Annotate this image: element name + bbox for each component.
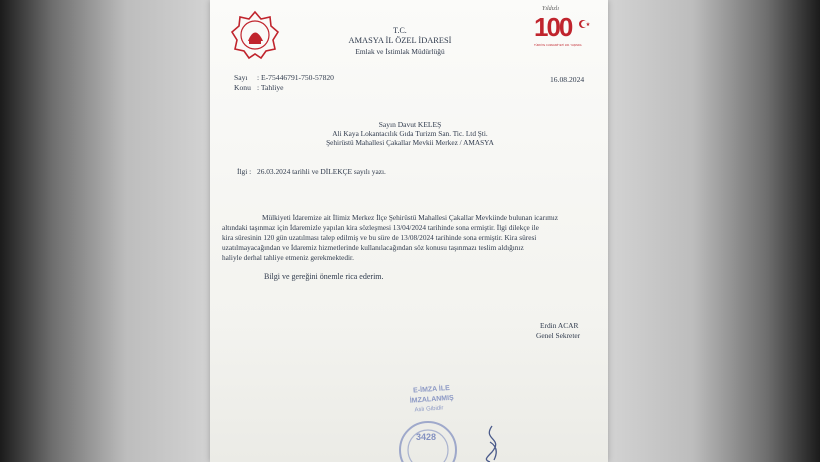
body-line-5: haliyle derhal tahliye etmeniz gerekmektedir. — [222, 253, 354, 262]
sayi-value: : E-75446791-750-57820 — [257, 73, 334, 82]
header-tc: T.C. — [393, 26, 407, 35]
anniversary-caption: TÜRKİYE CUMHURİYETİ 100. YAŞINDA — [534, 44, 582, 47]
background-blur-left — [0, 0, 210, 462]
body-line-2: altındaki taşınmaz için İdaremizle yapılan kira sözleşmesi 13/04/2024 tarihinde sona ermiştir. İlgi dilekçe ile — [222, 223, 539, 232]
recipient-name: Sayın Davut KELEŞ — [378, 120, 442, 129]
konu-label: Konu — [234, 83, 251, 92]
document-date: 16.08.2024 — [550, 75, 585, 84]
stamp-line-1: E-İMZA İLE — [412, 384, 451, 395]
crescent-star-icon — [578, 18, 590, 30]
ilgi-label: İlgi : — [237, 167, 252, 176]
anniversary-number: 100 — [534, 12, 572, 42]
sayi-label: Sayı — [234, 73, 248, 82]
stamp-line-3: Aslı Gibidir — [414, 405, 444, 414]
body-line-3: kira süresinin 120 gün uzatılması talep edilmiş ve bu süre de 13/08/2024 tarihinde sona ermiştir. Kira süresi — [222, 233, 537, 242]
institution-name: AMASYA İL ÖZEL İDARESİ — [348, 36, 452, 45]
recipient-address: Şehirüstü Mahallesi Çakallar Mevkii Merkez / AMASYA — [326, 138, 494, 147]
signatory-title: Genel Sekreter — [536, 331, 581, 340]
department-name: Emlak ve İstimlak Müdürlüğü — [355, 47, 445, 56]
body-line-4: uzatılmayacağından ve İdaremiz hizmetlerinde kullanılacağından söz konusu taşınmazı teslim aldığınız — [222, 243, 524, 252]
anniversary-note: Yıldızlı — [542, 6, 560, 12]
stamp-line-2: İMZALANMIŞ — [409, 394, 454, 405]
seal-number: 3428 — [416, 432, 437, 442]
ilgi-value: 26.03.2024 tarihli ve DİLEKÇE sayılı yazı. — [257, 167, 386, 176]
konu-value: : Tahliye — [257, 83, 284, 92]
ministry-emblem-icon — [230, 10, 280, 60]
recipient-company: Ali Kaya Lokantacılık Gıda Turizm San. Tic. Ltd Şti. — [332, 129, 488, 138]
document-page — [210, 0, 608, 462]
e-signature-stamp — [399, 382, 471, 423]
signature-scribble-icon — [478, 422, 508, 462]
background-blur-right — [608, 0, 820, 462]
signatory-name: Erdin ACAR — [540, 321, 579, 330]
closing-line: Bilgi ve gereğini önemle rica ederim. — [264, 272, 384, 281]
anniversary-logo — [532, 8, 592, 52]
body-line-1: Mülkiyeti İdaremize ait İlimiz Merkez İlçe Şehirüstü Mahallesi Çakallar Mevkiinde bulunan icarımız — [262, 213, 559, 222]
